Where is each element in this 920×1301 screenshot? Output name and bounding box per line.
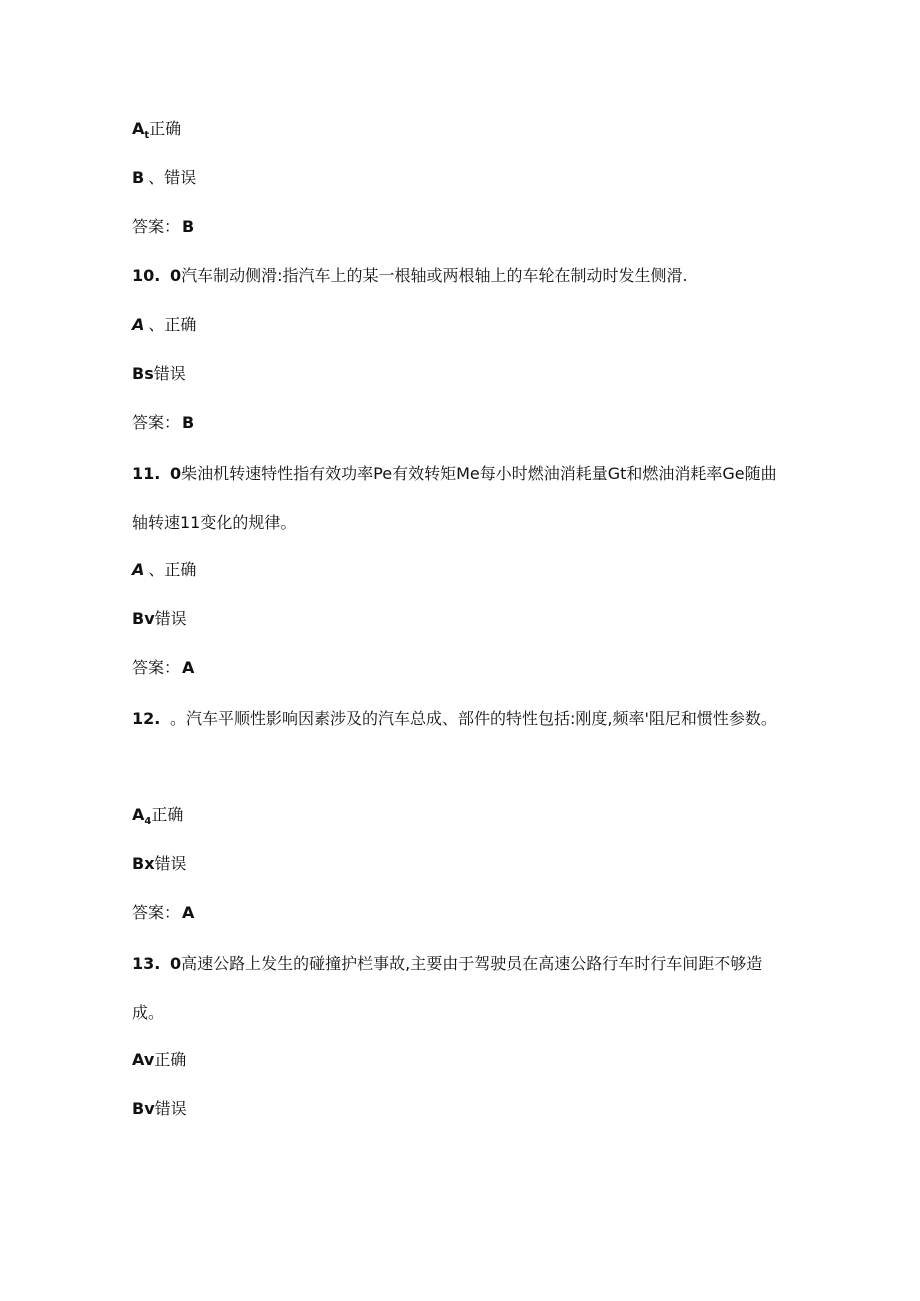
option-letter: A — [132, 315, 145, 334]
option-text: 错误 — [153, 364, 186, 383]
option-letter-sub: t — [144, 130, 150, 141]
question-text: 高速公路上发生的碰撞护栏事故,主要由于驾驶员在高速公路行车时行车间距不够造成。 — [132, 954, 763, 1022]
option-text: 、正确 — [148, 560, 197, 579]
answer-label: 答案： — [132, 413, 181, 432]
question-11 — [132, 449, 792, 547]
option-text: 错误 — [154, 1099, 187, 1118]
option-letter: B — [132, 168, 145, 187]
option-letter: Bs — [132, 364, 154, 383]
question-text: 汽车制动侧滑:指汽车上的某一根轴或两根轴上的车轮在制动时发生侧滑. — [181, 266, 688, 285]
option-a — [132, 804, 183, 833]
option-a — [132, 1049, 186, 1071]
option-text: 错误 — [154, 854, 187, 873]
option-text: 、正确 — [148, 315, 197, 334]
option-b — [132, 167, 196, 189]
option-text: 正确 — [151, 805, 184, 824]
answer-label: 答案： — [132, 217, 181, 236]
option-letter: Bv — [132, 1099, 155, 1118]
option-b — [132, 608, 187, 630]
question-lead: 。 — [170, 709, 187, 728]
question-number: 11. — [132, 464, 161, 483]
answer-value: B — [182, 217, 195, 236]
question-number: 13. — [132, 954, 161, 973]
question-lead: 0 — [170, 954, 182, 973]
option-text: 正确 — [149, 119, 182, 138]
option-a — [132, 118, 181, 147]
answer-line — [132, 216, 194, 238]
option-text: 、错误 — [148, 168, 197, 187]
answer-value: A — [182, 903, 195, 922]
option-b — [132, 853, 187, 875]
answer-label: 答案： — [132, 903, 181, 922]
option-letter: Bv — [132, 609, 155, 628]
option-letter: Bx — [132, 854, 155, 873]
question-text: 柴油机转速特性指有效功率Pe有效转矩Me每小时燃油消耗量Gt和燃油消耗率Ge随曲轴转速11变化的规律。 — [132, 464, 777, 532]
answer-value: A — [182, 658, 195, 677]
answer-value: B — [182, 413, 195, 432]
option-text: 正确 — [154, 1050, 187, 1069]
option-letter: A — [132, 805, 145, 824]
answer-line — [132, 412, 194, 434]
option-a — [132, 314, 196, 336]
question-10 — [132, 265, 688, 287]
option-text: 错误 — [154, 609, 187, 628]
question-lead: 0 — [170, 464, 182, 483]
answer-line — [132, 657, 194, 679]
answer-line — [132, 902, 194, 924]
question-text: 汽车平顺性影响因素涉及的汽车总成、部件的特性包括:刚度,频率'阻尼和惯性参数。 — [186, 709, 777, 728]
option-letter: A — [132, 119, 145, 138]
question-13 — [132, 939, 792, 1037]
question-number: 12. — [132, 709, 161, 728]
question-lead: 0 — [170, 266, 182, 285]
option-letter: A — [132, 560, 145, 579]
question-12 — [132, 694, 792, 743]
option-b — [132, 363, 186, 385]
option-letter: Av — [132, 1050, 155, 1069]
option-letter-sub: 4 — [144, 816, 152, 827]
option-a — [132, 559, 196, 581]
question-number: 10. — [132, 266, 161, 285]
answer-label: 答案： — [132, 658, 181, 677]
option-b — [132, 1098, 187, 1120]
